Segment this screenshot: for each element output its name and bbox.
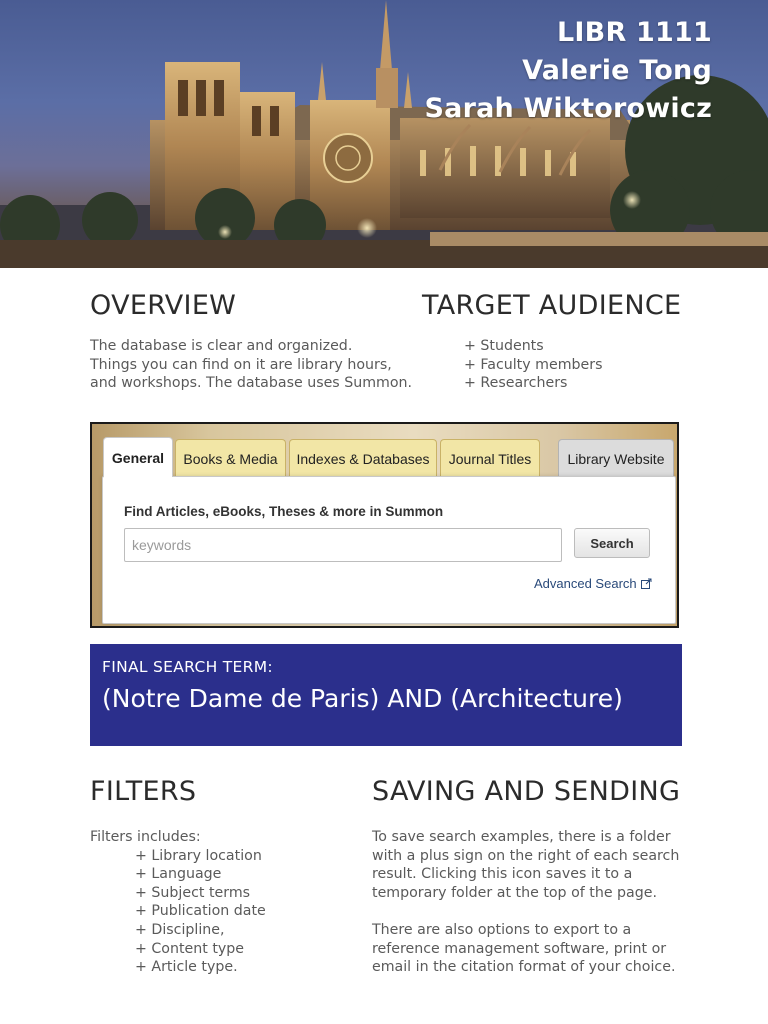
audience-list bbox=[464, 337, 602, 393]
saving-line: with a plus sign on the right of each search bbox=[372, 847, 680, 864]
final-search-term-banner bbox=[90, 644, 682, 746]
overview-line: and workshops. The database uses Summon. bbox=[90, 375, 413, 392]
filter-item: + Discipline, bbox=[135, 921, 225, 938]
saving-line: temporary folder at the top of the page. bbox=[372, 884, 657, 901]
search-button[interactable]: Search bbox=[574, 528, 650, 558]
course-code: LIBR 1111 bbox=[557, 17, 712, 48]
saving-line: To save search examples, there is a folder bbox=[372, 829, 671, 845]
filter-item: + Article type. bbox=[135, 959, 238, 976]
audience-item: + Researchers bbox=[464, 375, 568, 392]
find-articles-label: Find Articles, eBooks, Theses & more in Summon bbox=[124, 504, 444, 519]
advanced-search-link[interactable] bbox=[534, 576, 652, 591]
audience-item: + Faculty members bbox=[464, 356, 603, 373]
filters-intro: Filters includes: bbox=[90, 829, 201, 845]
overview-heading: OVERVIEW bbox=[90, 290, 237, 321]
tab-library-website[interactable]: Library Website bbox=[558, 439, 674, 477]
search-term-label: FINAL SEARCH TERM: bbox=[102, 658, 273, 676]
filters-heading: FILTERS bbox=[90, 776, 197, 807]
tab-books-media[interactable]: Books & Media bbox=[175, 439, 286, 477]
filter-item: + Publication date bbox=[135, 903, 266, 920]
saving-line: There are also options to export to a bbox=[372, 921, 632, 938]
external-link-icon bbox=[641, 578, 652, 589]
keywords-input[interactable] bbox=[124, 528, 562, 562]
filters-list bbox=[90, 847, 266, 977]
saving-line: reference management software, print or bbox=[372, 940, 667, 957]
target-audience-heading: TARGET AUDIENCE bbox=[422, 290, 682, 321]
saving-sending-heading: SAVING AND SENDING bbox=[372, 776, 681, 807]
filters-text bbox=[90, 828, 266, 977]
filter-item: + Library location bbox=[135, 847, 262, 864]
author-name: Valerie Tong bbox=[522, 55, 712, 86]
search-term-value: (Notre Dame de Paris) AND (Architecture) bbox=[102, 684, 623, 713]
overview-text bbox=[90, 337, 412, 393]
saving-text bbox=[372, 828, 679, 977]
author-name: Sarah Wiktorowicz bbox=[424, 93, 712, 124]
filter-item: + Subject terms bbox=[135, 884, 251, 901]
overview-line: Things you can find on it are library hours, bbox=[90, 356, 392, 373]
tab-general[interactable]: General bbox=[103, 437, 173, 477]
hero-image bbox=[0, 0, 768, 268]
overview-line: The database is clear and organized. bbox=[90, 338, 353, 354]
filter-item: + Language bbox=[135, 866, 222, 883]
filter-item: + Content type bbox=[135, 940, 245, 957]
audience-item: + Students bbox=[464, 338, 544, 354]
summon-search-widget bbox=[90, 422, 679, 628]
tab-indexes-databases[interactable]: Indexes & Databases bbox=[289, 439, 437, 477]
saving-line: result. Clicking this icon saves it to a bbox=[372, 866, 633, 883]
hero-titles bbox=[425, 14, 712, 128]
advanced-search-label: Advanced Search bbox=[534, 576, 637, 591]
saving-line: email in the citation format of your choice. bbox=[372, 959, 676, 976]
tab-journal-titles[interactable]: Journal Titles bbox=[440, 439, 540, 477]
